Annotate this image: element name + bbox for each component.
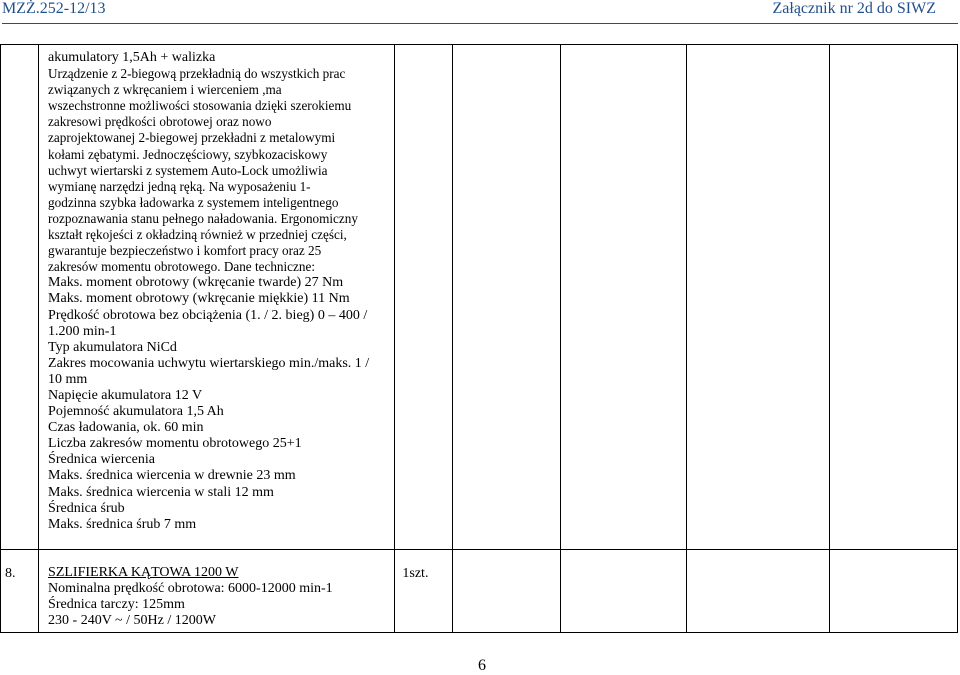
spec-line: 230 - 240V ~ / 50Hz / 1200W	[48, 613, 216, 629]
spec-line: Liczba zakresów momentu obrotowego 25+1	[48, 436, 302, 452]
empty-cell	[560, 45, 686, 550]
spec-line: zakresowi prędkości obrotowej oraz nowo	[48, 114, 272, 130]
spec-line: wymianę narzędzi jedną ręką. Na wyposażeniu 1-	[48, 178, 311, 194]
spec-line: rozpoznawania stanu pełnego naładowania. Ergonomiczny	[48, 210, 358, 226]
spec-line: Typ akumulatora NiCd	[48, 339, 177, 355]
spec-line: Maks. średnica wiercenia w stali 12 mm	[48, 484, 274, 500]
quantity-value: 1szt.	[402, 566, 429, 581]
spec-line: zakresów momentu obrotowego. Dane techniczne:	[48, 259, 315, 275]
spec-line: Napięcie akumulatora 12 V	[48, 387, 203, 403]
specification-table	[0, 44, 958, 633]
spec-line: gwarantuje bezpieczeństwo i komfort pracy oraz 25	[48, 243, 322, 259]
spec-line: Średnica tarczy: 125mm	[48, 597, 185, 613]
header-rule	[2, 23, 958, 24]
lp-cell	[1, 550, 39, 633]
spec-line: zaprojektowanej 2-biegowej przekładni z metalowymi	[48, 130, 336, 146]
document-reference: MZŻ.252-12/13	[2, 0, 106, 17]
item-title: SZLIFIERKA KĄTOWA 1200 W	[48, 565, 239, 580]
item-number: 8.	[5, 566, 16, 581]
spec-line: Maks. średnica śrub 7 mm	[48, 516, 197, 532]
spec-line: Prędkość obrotowa bez obciążenia (1. / 2. bieg) 0 – 400 /	[48, 307, 368, 323]
spec-line: 1.200 min-1	[48, 323, 117, 339]
page-number: 6	[478, 657, 486, 674]
spec-line: związanych z wkręcaniem i wierceniem ,ma	[48, 82, 282, 98]
spec-line: kołami zębatymi. Jednoczęściowy, szybkozaciskowy	[48, 146, 328, 162]
description-cell	[39, 550, 395, 633]
empty-cell	[453, 550, 560, 633]
spec-line: uchwyt wiertarski z systemem Auto-Lock umożliwia	[48, 162, 328, 178]
attachment-label: Załącznik nr 2d do SIWZ	[772, 0, 936, 17]
empty-cell	[686, 550, 829, 633]
quantity-cell	[395, 45, 453, 550]
spec-line: Maks. moment obrotowy (wkręcanie miękkie) 11 Nm	[48, 291, 350, 307]
spec-line: wszechstronne możliwości stosowania dzięki szerokiemu	[48, 98, 352, 114]
description-text	[39, 550, 394, 632]
empty-cell	[829, 45, 957, 550]
table-row	[1, 550, 958, 633]
spec-line: Maks. średnica wiercenia w drewnie 23 mm	[48, 468, 296, 484]
lp-cell	[1, 45, 39, 550]
spec-line: Pojemność akumulatora 1,5 Ah	[48, 404, 224, 420]
spec-line: Zakres mocowania uchwytu wiertarskiego min./maks. 1 /	[48, 355, 370, 371]
spec-line: Nominalna prędkość obrotowa: 6000-12000 min-1	[48, 581, 333, 597]
spec-line: akumulatory 1,5Ah + walizka	[48, 50, 216, 65]
spec-line: Średnica śrub	[48, 500, 125, 516]
spec-line: 10 mm	[48, 371, 88, 387]
spec-line: Średnica wiercenia	[48, 452, 155, 468]
spec-line: Maks. moment obrotowy (wkręcanie twarde) 27 Nm	[48, 275, 344, 291]
page-header	[0, 0, 960, 18]
empty-cell	[686, 45, 829, 550]
description-cell	[39, 45, 395, 550]
empty-cell	[560, 550, 686, 633]
empty-cell	[829, 550, 957, 633]
empty-cell	[453, 45, 560, 550]
description-text	[39, 45, 394, 536]
quantity-cell	[395, 550, 453, 633]
table-row	[1, 45, 958, 550]
spec-line: godzinna szybka ładowarka z systemem inteligentnego	[48, 194, 339, 210]
spec-line: Czas ładowania, ok. 60 min	[48, 420, 204, 436]
spec-line: Urządzenie z 2-biegową przekładnią do wszystkich prac	[48, 66, 346, 82]
spec-line: kształt rękojeści z okładziną również w przedniej części,	[48, 227, 347, 243]
